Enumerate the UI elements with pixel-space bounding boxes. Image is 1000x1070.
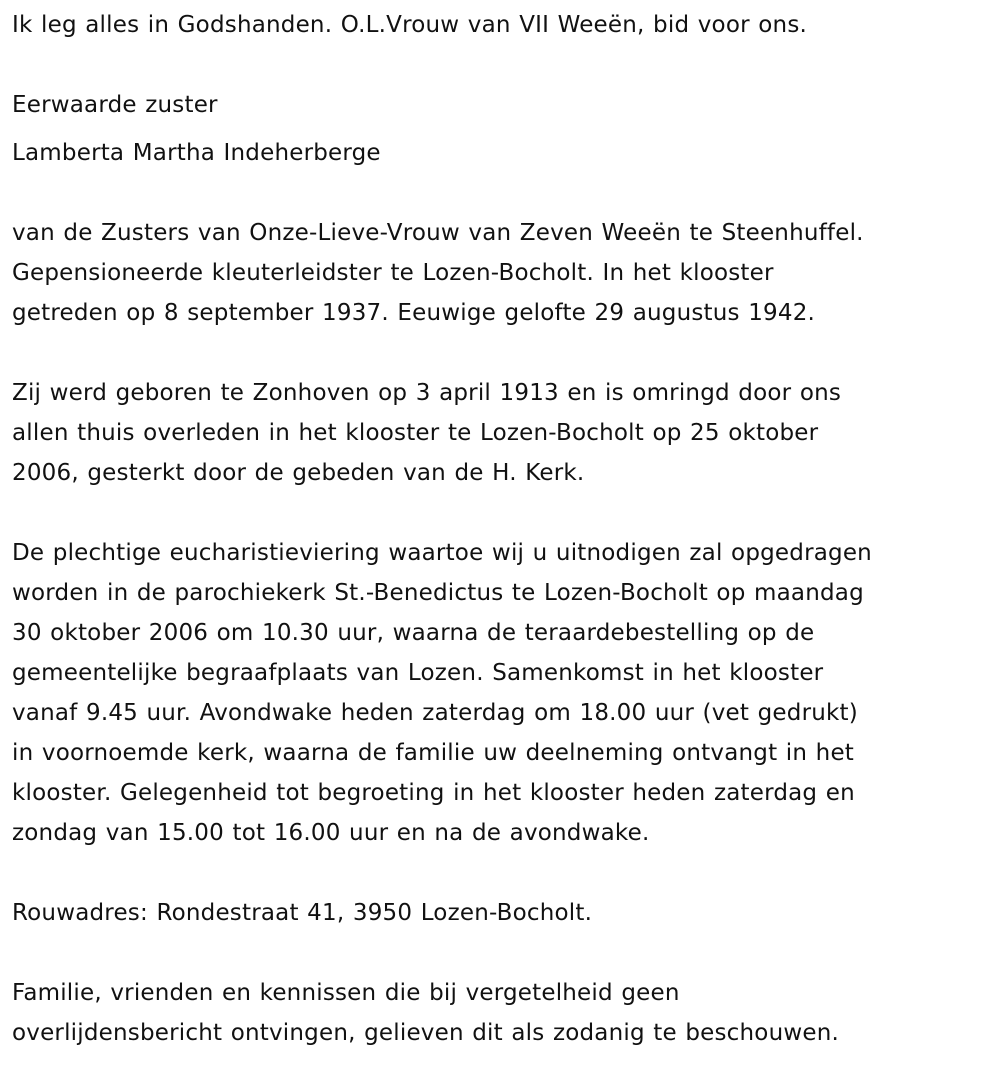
para3-line-3: 30 oktober 2006 om 10.30 uur, waarna de teraardebestelling op de: [12, 620, 815, 646]
para1-line-1: van de Zusters van Onze-Lieve-Vrouw van Zeven Weeën te Steenhuffel.: [12, 220, 864, 246]
closing-line-2: overlijdensbericht ontvingen, gelieven dit als zodanig te beschouwen.: [12, 1020, 839, 1046]
para3-line-7: klooster. Gelegenheid tot begroeting in het klooster heden zaterdag en: [12, 780, 855, 806]
para3-line-8: zondag van 15.00 tot 16.00 uur en na de avondwake.: [12, 820, 650, 846]
name-line: Lamberta Martha Indeherberge: [12, 140, 381, 166]
para1-line-3: getreden op 8 september 1937. Eeuwige gelofte 29 augustus 1942.: [12, 300, 816, 326]
para3-line-1: De plechtige eucharistieviering waartoe wij u uitnodigen zal opgedragen: [12, 540, 872, 566]
para2-line-1: Zij werd geboren te Zonhoven op 3 april 1913 en is omringd door ons: [12, 380, 842, 406]
closing-line-1: Familie, vrienden en kennissen die bij vergetelheid geen: [12, 980, 680, 1006]
para2-line-3: 2006, gesterkt door de gebeden van de H. Kerk.: [12, 460, 585, 486]
para3-line-5: vanaf 9.45 uur. Avondwake heden zaterdag om 18.00 uur (vet gedrukt): [12, 700, 858, 726]
title-line: Eerwaarde zuster: [12, 92, 218, 118]
address-line: Rouwadres: Rondestraat 41, 3950 Lozen-Bocholt.: [12, 900, 593, 926]
para3-line-6: in voornoemde kerk, waarna de familie uw deelneming ontvangt in het: [12, 740, 855, 766]
para1-line-2: Gepensioneerde kleuterleidster te Lozen-Bocholt. In het klooster: [12, 260, 774, 286]
para3-line-2: worden in de parochiekerk St.-Benedictus te Lozen-Bocholt op maandag: [12, 580, 864, 606]
para3-line-4: gemeentelijke begraafplaats van Lozen. Samenkomst in het klooster: [12, 660, 824, 686]
para2-line-2: allen thuis overleden in het klooster te Lozen-Bocholt op 25 oktober: [12, 420, 819, 446]
opening-line: Ik leg alles in Godshanden. O.L.Vrouw van VII Weeën, bid voor ons.: [12, 12, 808, 38]
